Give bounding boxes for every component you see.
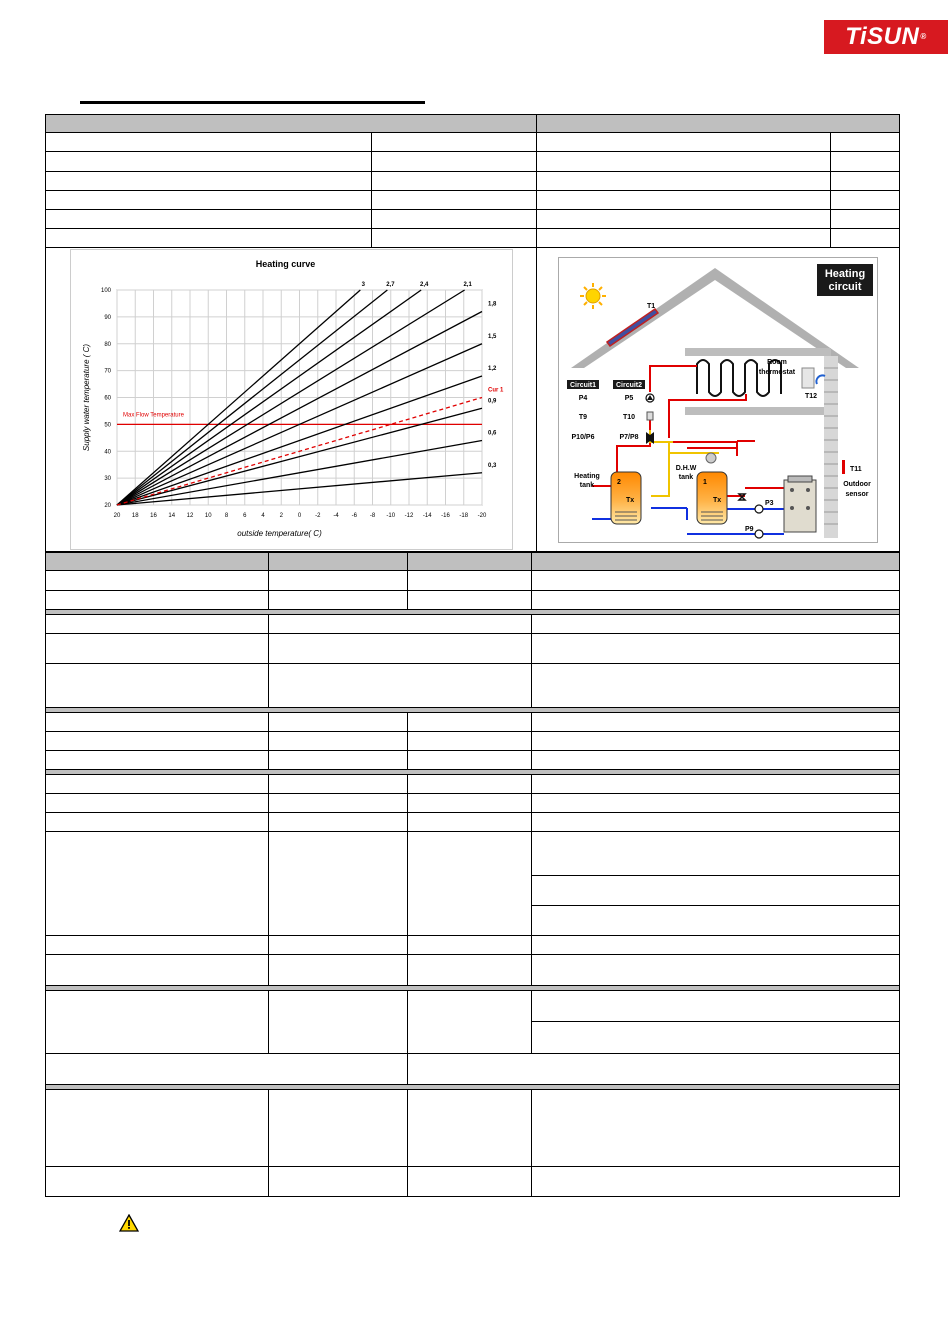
curve-label: 0,6 (488, 430, 497, 437)
divider (45, 1166, 900, 1167)
room-thermostat-icon (802, 368, 814, 388)
pump-icon (755, 530, 763, 538)
x-tick-label: 18 (131, 513, 139, 519)
x-axis-label: outside temperature( C) (237, 529, 322, 538)
dhw-tank-number: 1 (703, 479, 707, 486)
curve-label: 3 (361, 282, 366, 288)
divider (45, 985, 900, 986)
circuit1-label: Circuit1 (569, 382, 597, 389)
divider (268, 552, 269, 610)
divider (45, 793, 900, 794)
chart-title: Heating curve (255, 259, 316, 269)
divider (45, 774, 900, 775)
divider (407, 990, 408, 1085)
outdoor-sensor-label: Outdoor (843, 481, 871, 488)
y-tick-label: 20 (104, 503, 111, 509)
pump3-label: P3 (765, 500, 774, 507)
tap-icon (706, 453, 716, 463)
divider (45, 750, 900, 751)
x-tick-label: -4 (333, 513, 339, 519)
y-tick-label: 80 (104, 341, 111, 348)
x-tick-label: 20 (113, 513, 121, 519)
section-title-underline (80, 101, 425, 104)
divider (45, 190, 900, 191)
curve-label: 2,7 (386, 282, 395, 288)
x-tick-label: -18 (459, 513, 469, 519)
x-tick-label: 10 (204, 513, 212, 519)
divider (830, 132, 831, 248)
x-tick-label: -12 (404, 513, 414, 519)
divider (45, 633, 900, 634)
house-floor (685, 407, 831, 415)
x-tick-label: -2 (315, 513, 321, 519)
house-floor (685, 348, 831, 356)
y-tick-label: 90 (104, 314, 111, 321)
curve-label: 1,5 (488, 333, 497, 340)
divider (536, 114, 537, 552)
divider (407, 712, 408, 770)
diagram-title: Heating (824, 268, 866, 280)
tank-tx-label: Tx (713, 497, 722, 504)
warning-icon (119, 1214, 139, 1237)
divider (45, 663, 900, 664)
divider (407, 774, 408, 986)
heating-circuit-svg (559, 258, 877, 542)
divider (531, 552, 532, 610)
heating-curve-chart (71, 250, 512, 549)
divider (531, 712, 532, 770)
divider (45, 590, 900, 591)
sun-icon (580, 283, 606, 309)
heating-tank-number: 2 (617, 479, 621, 486)
divider (531, 990, 532, 1054)
heating-tank-label: tank (579, 482, 595, 489)
divider (45, 935, 900, 936)
x-tick-label: 4 (261, 513, 265, 519)
curve-label: 2,1 (463, 282, 472, 288)
c2-valve-label: P7/P8 (619, 434, 639, 441)
room-thermostat-label: thermostat (758, 369, 796, 376)
divider (531, 875, 900, 876)
x-tick-label: -16 (441, 513, 450, 519)
x-tick-label: 0 (297, 513, 302, 519)
x-tick-label: 14 (168, 513, 176, 519)
x-tick-label: 6 (243, 513, 247, 519)
brand-logo: TiSUN® (824, 20, 948, 54)
y-tick-label: 60 (104, 395, 111, 402)
table-header-row (46, 553, 899, 570)
pump9-label: P9 (745, 526, 754, 533)
pump-icon (755, 505, 763, 513)
c2-pump-label: P5 (624, 395, 634, 402)
x-tick-label: -8 (369, 513, 376, 519)
outdoor-sensor-label: sensor (845, 491, 869, 498)
curve-label: 0,9 (488, 398, 497, 405)
circuit2-label: Circuit2 (615, 382, 643, 389)
outdoor-sensor-icon (842, 460, 845, 474)
divider (45, 171, 900, 172)
divider (531, 905, 900, 906)
y-tick-label: 50 (104, 422, 111, 429)
c1-pump-label: P4 (578, 395, 588, 402)
x-tick-label: 16 (150, 513, 157, 519)
y-tick-label: 100 (100, 288, 111, 294)
divider (45, 151, 900, 152)
divider (45, 712, 900, 713)
c2-sensor-label: T10 (622, 414, 636, 421)
divider (531, 614, 532, 708)
y-axis-label: Supply water temperature ( C) (82, 343, 91, 452)
x-tick-label: 2 (279, 513, 283, 519)
x-tick-label: 12 (186, 513, 194, 519)
heating-curve-chart-frame (70, 249, 513, 550)
collector-label: T1 (647, 303, 656, 310)
divider (45, 769, 900, 770)
room-sensor-label: T12 (804, 393, 818, 400)
divider (268, 990, 269, 1054)
x-tick-label: -14 (422, 513, 432, 519)
divider (45, 1053, 900, 1054)
c1-valve-label: P10/P6 (571, 434, 595, 441)
tank-tx-label: Tx (626, 497, 635, 504)
curve-label: 1,8 (488, 301, 497, 308)
y-tick-label: 30 (104, 476, 111, 483)
divider (45, 228, 900, 229)
divider (45, 247, 900, 248)
solar-collector-icon (607, 309, 658, 346)
custom-curve-label: Cur 1 (488, 387, 504, 394)
x-tick-label: -10 (386, 513, 396, 519)
divider (45, 570, 900, 571)
divider (45, 614, 900, 615)
divider (531, 1021, 900, 1022)
dhw-tank-label: tank (678, 474, 694, 481)
divider (531, 1089, 532, 1197)
divider (268, 1089, 269, 1197)
divider (45, 707, 900, 708)
divider (407, 552, 408, 610)
curve-label: 2,4 (419, 282, 429, 288)
room-thermostat-label: Room (767, 359, 787, 366)
divider (407, 1089, 408, 1197)
divider (45, 132, 900, 133)
divider (45, 1084, 900, 1085)
x-tick-label: -20 (477, 513, 487, 519)
heating-tank-label: Heating (574, 473, 600, 480)
table-header-row (46, 115, 899, 132)
divider (268, 712, 269, 770)
house-wall (824, 356, 838, 538)
divider (45, 1089, 900, 1090)
divider (45, 609, 900, 610)
dhw-tank-label: D.H.W (675, 465, 697, 472)
divider (45, 831, 900, 832)
heat-pump-unit-icon (784, 480, 816, 532)
heating-circuit-diagram (558, 257, 878, 543)
y-tick-label: 40 (104, 449, 111, 456)
sensor-icon (647, 412, 653, 420)
max-flow-label: Max Flow Temperature (123, 412, 184, 419)
y-tick-label: 70 (104, 368, 111, 375)
divider (45, 731, 900, 732)
diagram-title: circuit (828, 281, 862, 293)
divider (268, 614, 269, 708)
outdoor-sensor-id: T11 (850, 466, 862, 473)
divider (45, 954, 900, 955)
divider (371, 132, 372, 248)
divider (45, 990, 900, 991)
curve-label: 1,2 (488, 366, 497, 372)
x-tick-label: -6 (351, 513, 357, 519)
divider (45, 209, 900, 210)
divider (45, 812, 900, 813)
c1-sensor-label: T9 (578, 414, 588, 421)
curve-label: 0,3 (488, 462, 497, 469)
divider (531, 774, 532, 986)
x-tick-label: 8 (224, 513, 229, 519)
divider (268, 774, 269, 986)
